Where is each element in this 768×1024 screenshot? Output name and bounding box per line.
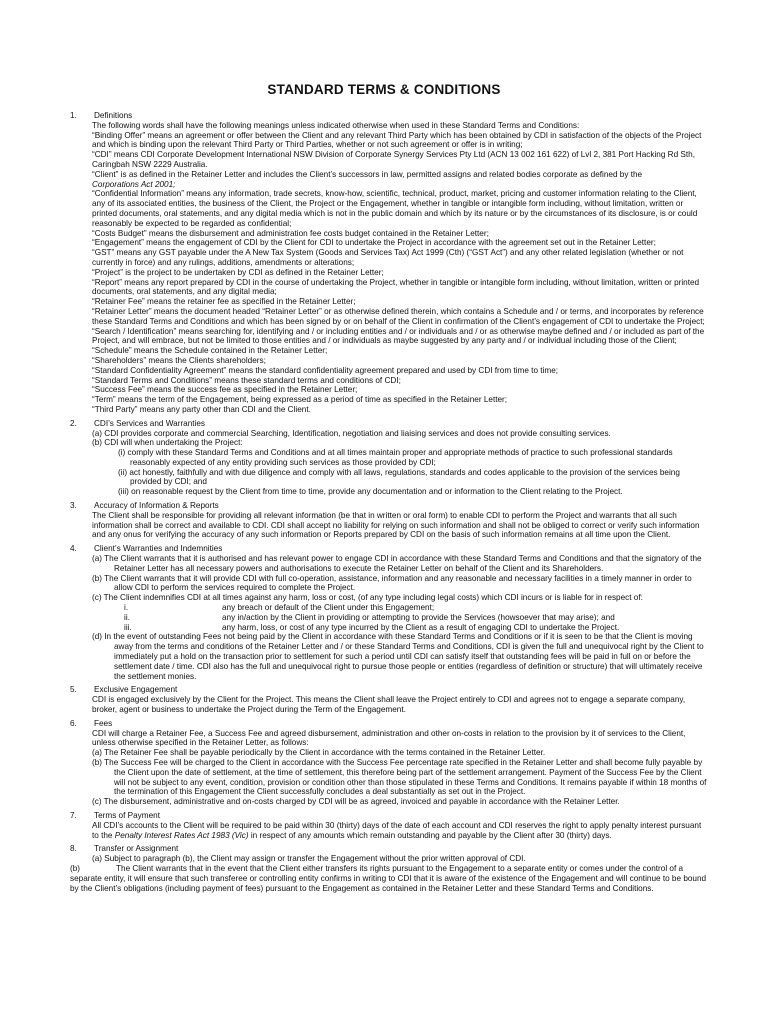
paragraph: [92, 821, 710, 841]
payment-text: All CDI’s accounts to the Client will be required to be paid within 30 (thirty) days of the date of each account and CDI reserves the right to apply penalty interest pursuant to the: [92, 820, 702, 840]
clause: (c) The Client indemnifies CDI at all times against any harm, loss or cost, (of any type including legal costs) which CDI incurs or is liable for in respect of:: [92, 593, 643, 603]
section-number: 7.: [70, 810, 77, 820]
definition: “Shareholders” means the Clients shareholders;: [92, 355, 266, 365]
indemnity-item: [92, 603, 710, 613]
page-title: STANDARD TERMS & CONDITIONS: [267, 82, 501, 97]
definition-text: “Client” is as defined in the Retainer Letter and includes the Client’s successors in law, permitted assigns and related bodies corporate as defined by the: [92, 169, 643, 179]
paragraph: CDI will charge a Retainer Fee, a Success Fee and agreed disbursement, administration and other on-costs in relation to the provision by it of services to the Client, unless otherwise specified in the Retainer Letter, as follows:: [92, 728, 686, 748]
section-services-warranties: [70, 419, 710, 497]
section-number: 2.: [70, 418, 77, 428]
payment-text: in respect of any amounts which remain outstanding and payable by the Client after 30 (thirty) days.: [250, 830, 612, 840]
section-number: 8.: [70, 844, 77, 854]
section-fees: [70, 719, 710, 807]
definition: “Report” means any report prepared by CDI in the course of undertaking the Project, whether in tangible or intangible form including, without limitation, written or printed documents, oral statements, and any digital media;: [92, 277, 700, 297]
section-exclusive-engagement: [70, 685, 710, 714]
definition: “Retainer Letter” means the document headed “Retainer Letter” or as otherwise defined therein, which contains a Schedule and / or terms, and incorporates by reference these Standard Terms and Conditions and which has been signed by or on behalf of the Client in confirmation of the Client’s engagement of CDI to undertake the Project;: [92, 306, 705, 326]
act-citation: Penalty Interest Rates Act 1983 (Vic): [114, 830, 249, 840]
definition: “GST” means any GST payable under the A New Tax System (Goods and Services Tax) Act 1999 (Cth) (“GST Act”) and any other related legislation (whether or not currently in force) and any rulings, additions, amendments or alterations;: [92, 248, 684, 267]
section-number: 4.: [70, 544, 77, 554]
clause: [70, 864, 710, 893]
section-title: Exclusive Engagement: [94, 685, 178, 695]
definition: “Binding Offer” means an agreement or offer between the Client and any relevant Third Party which has been obtained by CDI in satisfaction of the objects of the Project and which is binding upon the relevant Third Party or Third Parties, whether or not such agreement or offer is in writing;: [92, 130, 702, 150]
definition: “Retainer Fee” means the retainer fee as specified in the Retainer Letter;: [92, 297, 356, 307]
definition: “Engagement” means the engagement of CDI by the Client for CDI to undertake the Project in accordance with the agreement set out in the Retainer Letter;: [92, 238, 656, 248]
section-title: Fees: [94, 718, 113, 728]
item-text: any harm, loss, or cost of any type incurred by the Client as a result of engaging CDI to undertake the Project.: [222, 622, 620, 632]
clause-text: The Client warrants that in the event that the Client either transfers its rights pursuant to the Engagement to a separate entity or comes under the control of a separate entity, it will ensure that such transferee or controlling entity confirms in writing to CDI that it is aware of the existence of the Engagement and will continue to be bound by the Client’s obligations (including payment of fees) pursuant to the Engagement as contained in the Retainer Letter and these Standard Terms and Conditions.: [70, 863, 707, 893]
definition: “Standard Terms and Conditions” means these standard terms and conditions of CDI;: [92, 375, 401, 385]
item-number: iii.: [124, 622, 132, 632]
section-title: Definitions: [94, 111, 133, 120]
act-citation: Corporations Act 2001;: [92, 179, 176, 189]
section-heading: [70, 501, 710, 511]
section-transfer-assignment: [70, 844, 710, 893]
section-heading: [70, 419, 710, 429]
clause: (a) The Client warrants that it is authorised and has relevant power to engage CDI in accordance with these Standard Terms and Conditions and that the signatory of the Retainer Letter has all necessary powers and authorisations to execute the Retainer Letter on behalf of the Client and its Shareholders.: [92, 554, 702, 573]
clause: (a) The Retainer Fee shall be payable periodically by the Client in accordance with the terms contained in the Retainer Letter.: [92, 748, 546, 758]
sub-clause: (iii) on reasonable request by the Client from time to time, provide any documentation and or information to the Client relating to the Project.: [118, 487, 623, 497]
section-title: Accuracy of Information & Reports: [94, 501, 219, 511]
definition: “Schedule” means the Schedule contained in the Retainer Letter;: [92, 346, 328, 356]
section-title: CDI’s Services and Warranties: [94, 418, 206, 428]
definition: “Search / Identification” means searching for, identifying and / or including entities and / or individuals and / or as otherwise maybe defined and / or included as part of the Project, and will embrace, but not be limited to those entities and / or individuals as maybe suggested by any party and / or individual including those of the Client;: [92, 326, 705, 346]
section-number: 1.: [70, 111, 77, 120]
item-text: any in/action by the Client in providing or attempting to provide the Services (howsoever that may arise); and: [222, 612, 615, 622]
section-title: Transfer or Assignment: [94, 844, 179, 854]
definition: [92, 170, 710, 190]
section-heading: [70, 685, 710, 695]
clause: (b) CDI will when undertaking the Project:: [92, 438, 243, 448]
section-number: 3.: [70, 501, 77, 511]
item-number: i.: [124, 603, 129, 613]
definition: “Project” is the project to be undertaken by CDI as defined in the Retainer Letter;: [92, 267, 384, 277]
terms-body: [70, 111, 710, 893]
paragraph: The Client shall be responsible for providing all relevant information (be that in written or oral form) to enable CDI to perform the Project and warrants that all such information shall be correct and available to CDI. CDI shall accept no liability for relying on such information and shall not be obliged to correct or verify such information and any onus for verifying the accuracy of any such information or Reports prepared by CDI on the basis of such information remains at all time upon the Client.: [92, 510, 700, 540]
clause: (b) The Success Fee will be charged to the Client in accordance with the Success Fee percentage rate specified in the Retainer Letter and shall become fully payable by the Client upon the date of settlement, at the time of settlement, this therefore being part of the settlement arrangement. Payment of the Success Fee by the Client will not be subject to any event, condition, provision or condition other than those stipulated in these Terms and Conditions. It remains payable if within 18 months of the termination of this Engagement the Client successfully concludes a deal substantially as set out in the Project.: [92, 758, 707, 797]
definition: “Third Party” means any party other than CDI and the Client.: [92, 404, 311, 414]
section-heading: [70, 544, 710, 554]
section-number: 5.: [70, 685, 77, 695]
sub-clause: (i) comply with these Standard Terms and Conditions and at all times maintain proper and appropriate methods of practice to such professional standards reasonably expected of any entity providing such services as those provided by CDI;: [118, 448, 673, 467]
clause: (c) The disbursement, administrative and on-costs charged by CDI will be as agreed, invoiced and payable in accordance with the Retainer Letter.: [92, 797, 620, 807]
section-number: 6.: [70, 718, 77, 728]
definition: “CDI” means CDI Corporate Development International NSW Division of Corporate Synergy Services Pty Ltd (ACN 13 002 161 622) of Lvl 2, 381 Port Hacking Rd Sth, Caringbah NSW 2229 Australia.: [92, 150, 695, 169]
definition: “Confidential Information” means any information, trade secrets, know-how, scientific, technical, product, market, pricing and customer information relating to the Client, any of its associated entities, the business of the Client, the Project or the Engagement, whether in tangible or intangible form including, without limitation, written or printed documents, oral statements, and any digital media which is not in the public domain and which by its nature or by the circumstances of its disclosure, is or could reasonably be expected to be regarded as confidential;: [92, 189, 698, 228]
clause: (a) CDI provides corporate and commercial Searching, Identification, negotiation and liaising services and does not provide consulting services.: [92, 428, 611, 438]
section-accuracy: [70, 501, 710, 540]
section-title: Terms of Payment: [94, 810, 160, 820]
paragraph: CDI is engaged exclusively by the Client for the Project. This means the Client shall leave the Project entirely to CDI and agrees not to engage a separate company, broker, agent or business to undertake the Project during the Term of the Engagement.: [92, 695, 686, 715]
item-text: any breach or default of the Client under this Engagement;: [222, 603, 435, 613]
definition: “Term” means the term of the Engagement, being expressed as a period of time as specified in the Retainer Letter;: [92, 395, 508, 405]
paragraph: The following words shall have the following meanings unless indicated otherwise when used in these Standard Terms and Conditions:: [92, 120, 580, 130]
section-heading: [70, 844, 710, 854]
sub-clause: (ii) act honestly, faithfully and with due diligence and comply with all laws, regulations, standards and codes applicable to the provision of the services being provided by CDI; and: [118, 467, 680, 487]
section-client-warranties: [70, 544, 710, 681]
section-heading: [70, 811, 710, 821]
section-title: Client’s Warranties and Indemnities: [94, 544, 223, 554]
definition: “Costs Budget” means the disbursement and administration fee costs budget contained in the Retainer Letter;: [92, 228, 489, 238]
indemnity-item: [92, 623, 710, 633]
section-definitions: [70, 111, 710, 415]
clause: (a) Subject to paragraph (b), the Client may assign or transfer the Engagement without the prior written approval of CDI.: [92, 854, 526, 864]
clause-label: (b): [70, 863, 81, 873]
section-terms-of-payment: [70, 811, 710, 840]
indemnity-item: [92, 613, 710, 623]
clause: (b) The Client warrants that it will provide CDI with full co-operation, assistance, information and any reasonable and necessary facilities in a timely manner in order to allow CDI to perform the services required to complete the Project.: [92, 573, 692, 593]
definition: “Success Fee” means the success fee as specified in the Retainer Letter;: [92, 385, 358, 395]
section-heading: [70, 111, 710, 121]
clause: (d) In the event of outstanding Fees not being paid by the Client in accordance with these Standard Terms and Conditions or if it is seen to be that the Client is moving away from the terms and conditions of the Retainer Letter and / or these Standard Terms and Conditions, CDI is given the full and unequivocal right by the Client to immediately put a hold on the transaction prior to settlement for such a period until CDI can satisfy itself that outstanding fees will be paid in full on or before the settlement date / time. CDI also has the full and unequivocal right to pursue those people or entities (regardless of definition or structure) that will ultimately receive the settlement monies.: [92, 632, 704, 681]
definition: “Standard Confidentiality Agreement” means the standard confidentiality agreement prepared and used by CDI from time to time;: [92, 365, 559, 375]
section-heading: [70, 719, 710, 729]
item-number: ii.: [124, 612, 130, 622]
